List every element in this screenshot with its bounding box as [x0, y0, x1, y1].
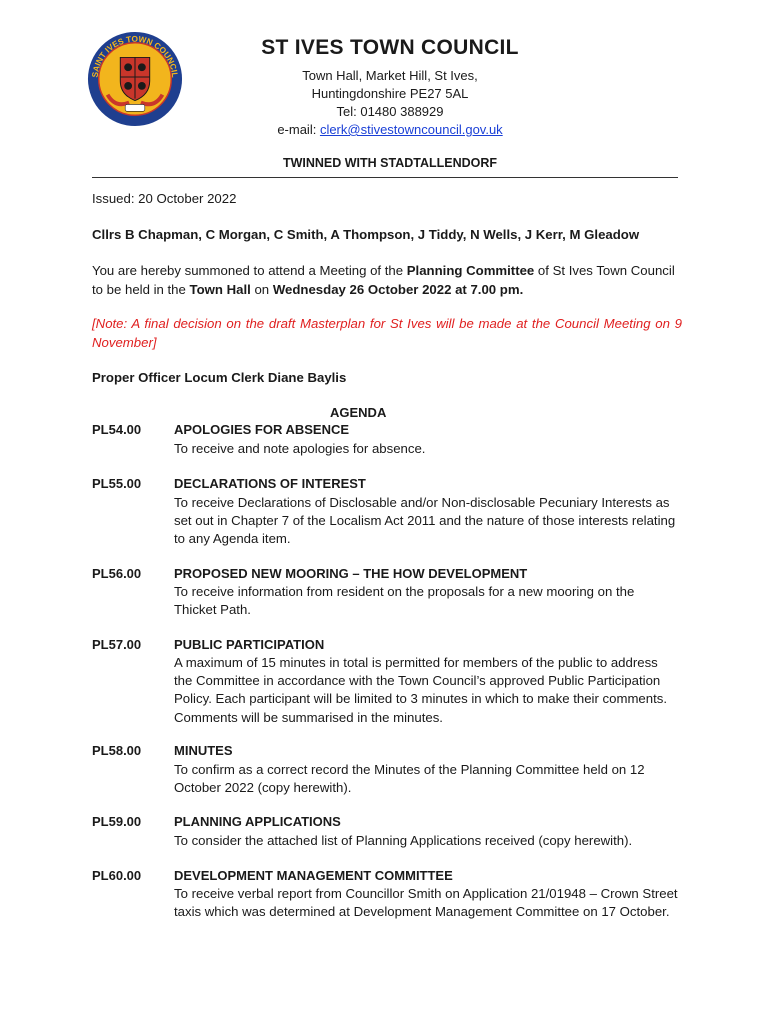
item-body: To confirm as a correct record the Minutes of the Planning Committee held on 12 October 2022 (copy herewith). — [174, 762, 645, 796]
item-body: To consider the attached list of Planning Applications received (copy herewith). — [174, 833, 633, 848]
issued-date: Issued: 20 October 2022 — [92, 191, 237, 206]
summons-paragraph: You are hereby summoned to attend a Meeting of the Planning Committee of St Ives Town Council to be held in the Town Hall on Wednesday 26 October 2022 at 7.00 pm. — [92, 263, 675, 297]
item-body: A maximum of 15 minutes in total is permitted for members of the public to address the Committee in accordance with the Town Council’s approved Public Participation Policy. Each participant will be limited to 3 minutes in which to make their comments. Comments will be summarised in the minutes. — [174, 655, 668, 725]
item-number: PL54.00 — [92, 422, 142, 437]
item-number: PL60.00 — [92, 868, 142, 883]
svg-text:SAINT IVES TOWN COUNCIL: SAINT IVES TOWN COUNCIL — [89, 33, 181, 79]
council-name: ST IVES TOWN COUNCIL — [261, 36, 519, 59]
item-title: PUBLIC PARTICIPATION — [174, 637, 325, 652]
item-title: PLANNING APPLICATIONS — [174, 814, 341, 829]
telephone: Tel: 01480 388929 — [336, 104, 444, 119]
item-body: To receive and note apologies for absence. — [174, 441, 426, 456]
committee-name: Planning Committee — [406, 263, 535, 278]
item-title: PROPOSED NEW MOORING – THE HOW DEVELOPMENT — [174, 566, 528, 581]
address-line-1: Town Hall, Market Hill, St Ives, — [302, 68, 478, 83]
masterplan-note: [Note: A final decision on the draft Masterplan for St Ives will be made at the Council Meeting on 9 November] — [92, 316, 682, 350]
email-link[interactable]: clerk@stivestowncouncil.gov.uk — [319, 122, 503, 137]
item-body: To receive verbal report from Councillor Smith on Application 21/01948 – Crown Street taxis which was determined at Development Management Committee on 17 October. — [174, 886, 678, 920]
venue: Town Hall — [189, 281, 251, 297]
item-title: DEVELOPMENT MANAGEMENT COMMITTEE — [174, 868, 453, 883]
item-title: DECLARATIONS OF INTEREST — [174, 476, 366, 491]
email-line — [190, 120, 590, 139]
twinned-line: TWINNED WITH STADTALLENDORF — [282, 156, 498, 170]
item-number: PL56.00 — [92, 566, 142, 581]
item-body: To receive Declarations of Disclosable and/or Non-disclosable Pecuniary Interests as set out in Chapter 7 of the Localism Act 2011 and the nature of those interests relating to any Agenda item. — [174, 495, 676, 547]
council-seal-logo — [86, 30, 184, 128]
councillors-list: Cllrs B Chapman, C Morgan, C Smith, A Thompson, J Tiddy, N Wells, J Kerr, M Gleadow — [92, 227, 640, 242]
item-body: To receive information from resident on the proposals for a new mooring on the Thicket Path. — [174, 584, 635, 618]
item-number: PL59.00 — [92, 814, 142, 829]
item-title: APOLOGIES FOR ABSENCE — [174, 422, 350, 437]
item-title: MINUTES — [174, 743, 233, 758]
address-line-2: Huntingdonshire PE27 5AL — [311, 86, 469, 101]
meeting-datetime: Wednesday 26 October 2022 at 7.00 pm. — [272, 281, 524, 297]
email-label: e-mail: — [277, 122, 320, 137]
item-number: PL57.00 — [92, 637, 142, 652]
item-number: PL55.00 — [92, 476, 142, 491]
agenda-heading: AGENDA — [330, 405, 387, 420]
proper-officer: Proper Officer Locum Clerk Diane Baylis — [92, 370, 347, 385]
item-number: PL58.00 — [92, 743, 142, 758]
header-divider — [92, 177, 678, 178]
